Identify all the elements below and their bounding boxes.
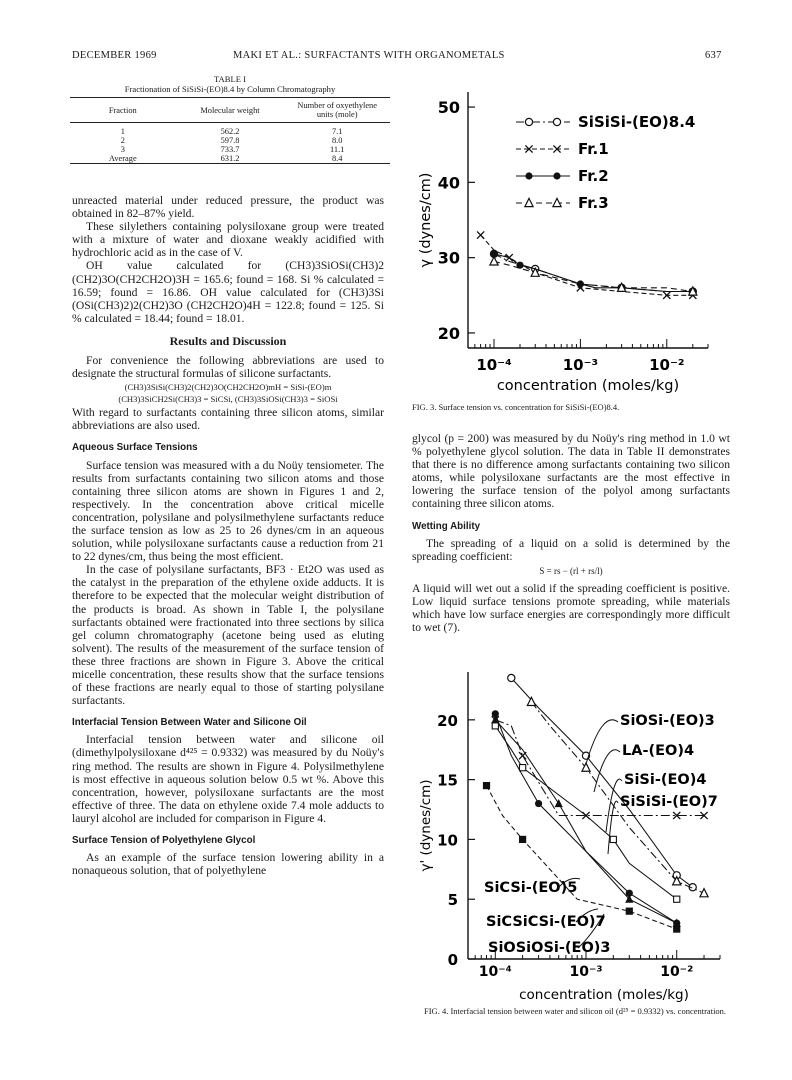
paragraph: These silylethers containing polysiloxane group were treated with a mixture of water and dioxane weakly acidified with hydrochloric acid as in the case of V.: [72, 220, 384, 260]
data-point: [520, 765, 526, 771]
paragraph: glycol (p = 200) was measured by du Noüy's ring method in 1.0 wt % polyethylene glycol solution. The data in Table II demonstrates that there is no difference among surfactants containing two silicon atoms, while polysiloxane surfactants are the most effective in lowering the surface tension of the polyol among surfactants containing three silicon atoms.: [412, 432, 730, 511]
y-tick-label: 0: [447, 951, 458, 969]
right-column: [412, 432, 730, 634]
legend-label: Fr.2: [578, 167, 609, 185]
legend-marker: [553, 172, 560, 179]
legend-marker: [525, 118, 532, 125]
x-axis-label: concentration (moles/kg): [496, 378, 680, 394]
series-line: [494, 254, 693, 292]
x-tick-label: 10⁻³: [562, 356, 599, 374]
x-tick-label: 10⁻²: [660, 964, 694, 980]
table-cell: 8.4: [331, 154, 343, 163]
data-point: [700, 889, 708, 897]
data-point: [508, 674, 515, 681]
y-tick-label: 5: [447, 891, 458, 910]
table-cell: Average: [108, 154, 137, 163]
data-point: [477, 231, 484, 238]
table-cell: 1: [120, 127, 125, 136]
paragraph: OH value calculated for (CH3)3SiOSi(CH3)2 (CH2)3O(CH2CH2O)3H = 165.6; found = 168. Si % calculated = 16.59; found = 16.86. OH value calculated for (CH3)3Si (OSi(CH3)2)2(CH2)3O (CH2CH2O)4H = 122.8; found = 125. Si % calculated = 18.44; found = 18.01.: [72, 259, 384, 325]
y-tick-label: 20: [437, 323, 460, 343]
paragraph: Interfacial tension between water and silicone oil (dimethylpolysiloxane d⁴²⁵ = 0.9332) was measured by du Noüy's ring method. The results are shown in Figure 4. Polysilmethylene is most effective in aqueous solution below 0.5 wt %. Above this concentration, however, polysiloxane surfactants are the most effective of three. The data on ethylene oxide 7.4 mole adducts to lauryl alcohol are included for comparison in Figure 4.: [72, 733, 384, 825]
subheading-aqueous: Aqueous Surface Tensions: [72, 442, 198, 454]
curve-label: SiSi-(EO)4: [624, 772, 707, 788]
legend-marker: [553, 118, 560, 125]
x-tick-label: 10⁻⁴: [478, 964, 512, 980]
curve-label: SiOSi-(EO)3: [620, 713, 715, 729]
table-cell: 562.2: [220, 127, 240, 136]
figure-3-caption: FIG. 3. Surface tension vs. concentration for SiSiSi-(EO)8.4.: [412, 402, 620, 412]
subheading-polyethylene-glycol: Surface Tension of Polyethylene Glycol: [72, 835, 256, 847]
legend-marker: [525, 172, 532, 179]
col-molecular-weight: Molecular weight: [200, 105, 260, 115]
y-tick-label: 20: [437, 711, 458, 730]
table-row: [70, 154, 390, 164]
curve-label: LA-(EO)4: [622, 743, 695, 759]
y-axis-label: γ' (dynes/cm): [418, 779, 434, 872]
paragraph: A liquid will wet out a solid if the spreading coefficient is positive. Low liquid surface tensions promote spreading, while materials which have low surface energies are correspondingly more difficult to wet (7).: [412, 581, 730, 635]
paragraph: As an example of the surface tension lowering ability in a nonaqueous solution, that of polyethylene: [72, 851, 384, 878]
table-row: [70, 145, 390, 154]
series-line: [494, 254, 693, 292]
table-cell: 8.0: [331, 136, 343, 145]
table-cell: 631.2: [220, 154, 240, 163]
table-grid: [70, 97, 390, 164]
x-tick-label: 10⁻²: [649, 356, 685, 374]
paragraph: In the case of polysilane surfactants, BF3 · Et2O was used as the catalyst in the preparation of the ethylene oxide adducts. It is therefore to be expected that the molecular weight distribution of the products is broad. As shown in Table I, the polysilane surfactants obtained were fractionated into three sections by silica gel column chromatography (acetone being used as eluting solvent). The results of the measurement of the surface tension of these three fractions are shown in Figure 3. Above the critical micelle concentration, these results show that the surface tensions of these fractions are nearly equal to those of starting polysilane surfactants.: [72, 563, 384, 708]
table-cell: 597.8: [220, 136, 240, 145]
table-cell: 3: [120, 145, 125, 154]
legend-label: Fr.1: [578, 140, 609, 158]
data-point: [483, 782, 490, 789]
data-point: [492, 723, 498, 729]
figure-3-chart: [408, 78, 726, 398]
subheading-interfacial: Interfacial Tension Between Water and Silicone Oil: [72, 717, 307, 729]
paragraph: Surface tension was measured with a du Noüy tensiometer. The results from surfactants containing two silicon atoms and those containing three silicon atoms are shown in Figures 1 and 2, respectively. In the concentration above critical micelle concentration, polysilane and polysilmethylene surfactants reduce the surface tension as low as 25 to 26 dynes/cm in an aqueous solution, while polysiloxane surfactants cause a reduction from 21 to 22 dynes/cm, thus being the most efficient.: [72, 458, 384, 564]
table-cell: 2: [120, 136, 125, 145]
table-cell: 11.1: [330, 145, 345, 154]
x-tick-label: 10⁻⁴: [476, 356, 512, 374]
table-1: [70, 74, 390, 164]
data-point: [674, 896, 680, 902]
table-row: [70, 123, 390, 137]
table-body: [70, 123, 390, 164]
formula-line: (CH3)3SiCH2Si(CH3)3 = SiCSi, (CH3)3SiOSi(CH3)3 = SiOSi: [118, 394, 338, 405]
curve-label: SiOSiOSi-(EO)3: [488, 940, 611, 956]
data-point: [610, 836, 616, 842]
figure-4-chart: [408, 664, 730, 1004]
series-line: [481, 235, 693, 295]
table-cell: 733.7: [220, 145, 240, 154]
data-point: [626, 908, 633, 915]
x-axis-label: concentration (moles/kg): [519, 987, 689, 1003]
table-label: TABLE I: [213, 74, 246, 84]
y-tick-label: 30: [437, 248, 460, 268]
paragraph: unreacted material under reduced pressure, the product was obtained in 82–87% yield.: [72, 194, 384, 221]
running-header-date: DECEMBER 1969: [72, 50, 157, 61]
section-heading-results: Results and Discussion: [169, 333, 287, 348]
col-fraction: Fraction: [108, 105, 137, 115]
left-column: [72, 194, 384, 877]
y-tick-label: 50: [437, 98, 460, 118]
figure-4-caption: FIG. 4. Interfacial tension between water and silicon oil (d²⁵ = 0.9332) vs. concentration.: [424, 1006, 727, 1016]
paragraph: For convenience the following abbreviations are used to designate the structural formulas of silicone surfactants.: [72, 354, 384, 381]
data-point: [490, 257, 498, 265]
x-tick-label: 10⁻³: [569, 964, 603, 980]
y-axis-label: γ (dynes/cm): [418, 172, 434, 268]
paragraph: The spreading of a liquid on a solid is determined by the spreading coefficient:: [412, 536, 730, 563]
leader-line: [586, 720, 618, 764]
spreading-equation: S = rs − (rl + rs/l): [539, 565, 603, 576]
table-row: [70, 136, 390, 145]
curve-label: SiSiSi-(EO)7: [620, 794, 718, 810]
paragraph: With regard to surfactants containing three silicon atoms, similar abbreviations are also used.: [72, 406, 384, 433]
col-oxyethylene-units: Number of oxyethylene units (mole): [297, 101, 377, 119]
table-title: Fractionation of SiSiSi-(EO)8.4 by Column Chromatography: [124, 84, 336, 94]
running-header-title: MAKI ET AL.: SURFACTANTS WITH ORGANOMETALS: [233, 50, 505, 61]
formula-line: (CH3)3SiSi(CH3)2(CH2)3O(CH2CH2O)mH = SiSi-(EO)m: [124, 382, 332, 393]
curve-label: SiCSiCSi-(EO)7: [486, 914, 606, 930]
page-number: 637: [705, 50, 722, 61]
y-tick-label: 40: [437, 173, 460, 193]
legend-label: SiSiSi-(EO)8.4: [578, 113, 696, 131]
subheading-wetting: Wetting Ability: [412, 520, 481, 532]
y-tick-label: 15: [437, 771, 458, 790]
legend-label: Fr.3: [578, 194, 609, 212]
table-cell: 7.1: [331, 127, 343, 136]
data-point: [527, 697, 535, 705]
y-tick-label: 10: [437, 831, 458, 850]
data-point: [535, 800, 542, 807]
curve-label: SiCSi-(EO)5: [484, 880, 578, 896]
data-point: [519, 836, 526, 843]
